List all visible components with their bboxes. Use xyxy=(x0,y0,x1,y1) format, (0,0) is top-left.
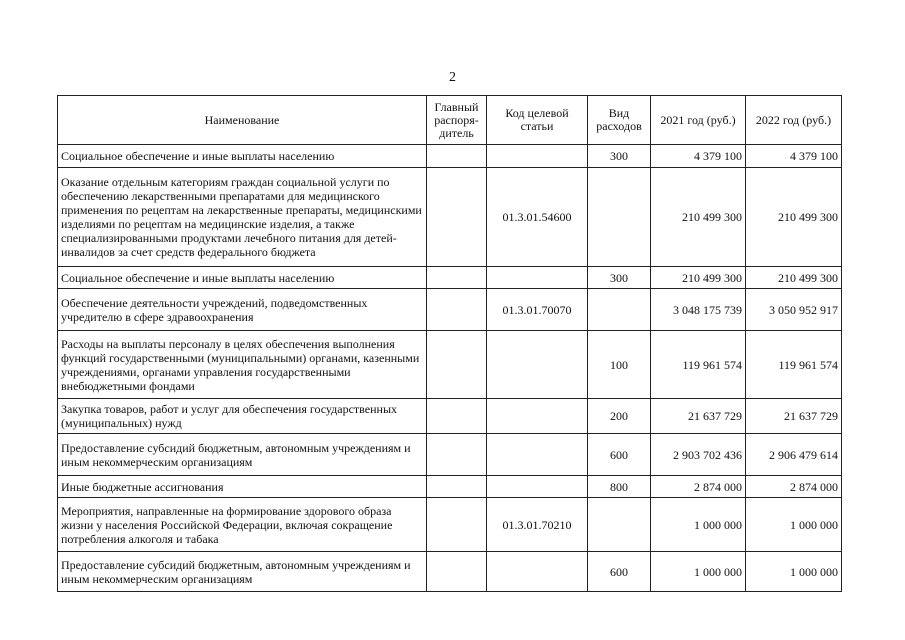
table-row xyxy=(58,434,842,476)
cell-name: Оказание отдельным категориям граждан социальной услуги по обеспечению лекарственными препаратами для медицинского применения по рецептам на лекарственные препараты, медицинскими изделиями по рецептам на медицинские изделия, а также специализированными продуктами лечебного питания для детей-инвалидов за счет средств федерального бюджета xyxy=(58,168,427,267)
cell-code xyxy=(487,331,588,399)
cell-manager xyxy=(427,145,487,168)
cell-code: 01.3.01.70210 xyxy=(487,498,588,552)
cell-2022: 2 906 479 614 xyxy=(746,434,842,476)
table-row xyxy=(58,331,842,399)
cell-2021: 21 637 729 xyxy=(651,399,746,434)
cell-2022: 1 000 000 xyxy=(746,498,842,552)
cell-type: 300 xyxy=(588,145,651,168)
cell-code xyxy=(487,399,588,434)
cell-2021: 2 874 000 xyxy=(651,476,746,498)
table-row xyxy=(58,145,842,168)
table-row xyxy=(58,476,842,498)
cell-2021: 3 048 175 739 xyxy=(651,289,746,331)
cell-2022: 3 050 952 917 xyxy=(746,289,842,331)
cell-type xyxy=(588,168,651,267)
cell-type xyxy=(588,498,651,552)
cell-code xyxy=(487,476,588,498)
cell-manager xyxy=(427,552,487,592)
cell-type: 200 xyxy=(588,399,651,434)
cell-manager xyxy=(427,168,487,267)
header-code: Код целевой статьи xyxy=(487,96,588,145)
cell-type: 600 xyxy=(588,434,651,476)
cell-manager xyxy=(427,331,487,399)
cell-manager xyxy=(427,476,487,498)
header-type: Вид расходов xyxy=(588,96,651,145)
cell-2021: 1 000 000 xyxy=(651,498,746,552)
cell-name: Закупка товаров, работ и услуг для обеспечения государственных (муниципальных) нужд xyxy=(58,399,427,434)
cell-2021: 4 379 100 xyxy=(651,145,746,168)
cell-2022: 21 637 729 xyxy=(746,399,842,434)
page-number: 2 xyxy=(449,70,456,85)
cell-2022: 2 874 000 xyxy=(746,476,842,498)
header-manager: Главный распоря-дитель xyxy=(427,96,487,145)
cell-name: Обеспечение деятельности учреждений, подведомственных учредителю в сфере здравоохранения xyxy=(58,289,427,331)
cell-2021: 1 000 000 xyxy=(651,552,746,592)
cell-code: 01.3.01.70070 xyxy=(487,289,588,331)
cell-2021: 210 499 300 xyxy=(651,168,746,267)
table-row xyxy=(58,168,842,267)
budget-table xyxy=(57,95,842,592)
table-row xyxy=(58,399,842,434)
header-2022: 2022 год (руб.) xyxy=(746,96,842,145)
cell-2022: 4 379 100 xyxy=(746,145,842,168)
cell-type: 300 xyxy=(588,267,651,289)
cell-code: 01.3.01.54600 xyxy=(487,168,588,267)
cell-code xyxy=(487,145,588,168)
cell-manager xyxy=(427,289,487,331)
header-name: Наименование xyxy=(58,96,427,145)
cell-code xyxy=(487,267,588,289)
cell-name: Социальное обеспечение и иные выплаты населению xyxy=(58,267,427,289)
cell-2022: 210 499 300 xyxy=(746,267,842,289)
cell-type xyxy=(588,289,651,331)
cell-name: Мероприятия, направленные на формирование здорового образа жизни у населения Российской Федерации, включая сокращение потребления алкоголя и табака xyxy=(58,498,427,552)
cell-manager xyxy=(427,498,487,552)
table-row xyxy=(58,498,842,552)
cell-2021: 2 903 702 436 xyxy=(651,434,746,476)
cell-2021: 210 499 300 xyxy=(651,267,746,289)
cell-name: Расходы на выплаты персоналу в целях обеспечения выполнения функций государственными (муниципальными) органами, казенными учреждениями, органами управления государственными внебюджетными фондами xyxy=(58,331,427,399)
table-row xyxy=(58,289,842,331)
cell-type: 800 xyxy=(588,476,651,498)
cell-name: Предоставление субсидий бюджетным, автономным учреждениям и иным некоммерческим организациям xyxy=(58,434,427,476)
cell-type: 100 xyxy=(588,331,651,399)
cell-code xyxy=(487,552,588,592)
cell-manager xyxy=(427,267,487,289)
cell-name: Предоставление субсидий бюджетным, автономным учреждениям и иным некоммерческим организациям xyxy=(58,552,427,592)
cell-code xyxy=(487,434,588,476)
table-row xyxy=(58,552,842,592)
cell-type: 600 xyxy=(588,552,651,592)
cell-2022: 119 961 574 xyxy=(746,331,842,399)
cell-manager xyxy=(427,434,487,476)
header-2021: 2021 год (руб.) xyxy=(651,96,746,145)
table-row xyxy=(58,267,842,289)
cell-2022: 1 000 000 xyxy=(746,552,842,592)
cell-name: Иные бюджетные ассигнования xyxy=(58,476,427,498)
cell-name: Социальное обеспечение и иные выплаты населению xyxy=(58,145,427,168)
cell-2022: 210 499 300 xyxy=(746,168,842,267)
cell-manager xyxy=(427,399,487,434)
cell-2021: 119 961 574 xyxy=(651,331,746,399)
table-header-row xyxy=(58,96,842,145)
